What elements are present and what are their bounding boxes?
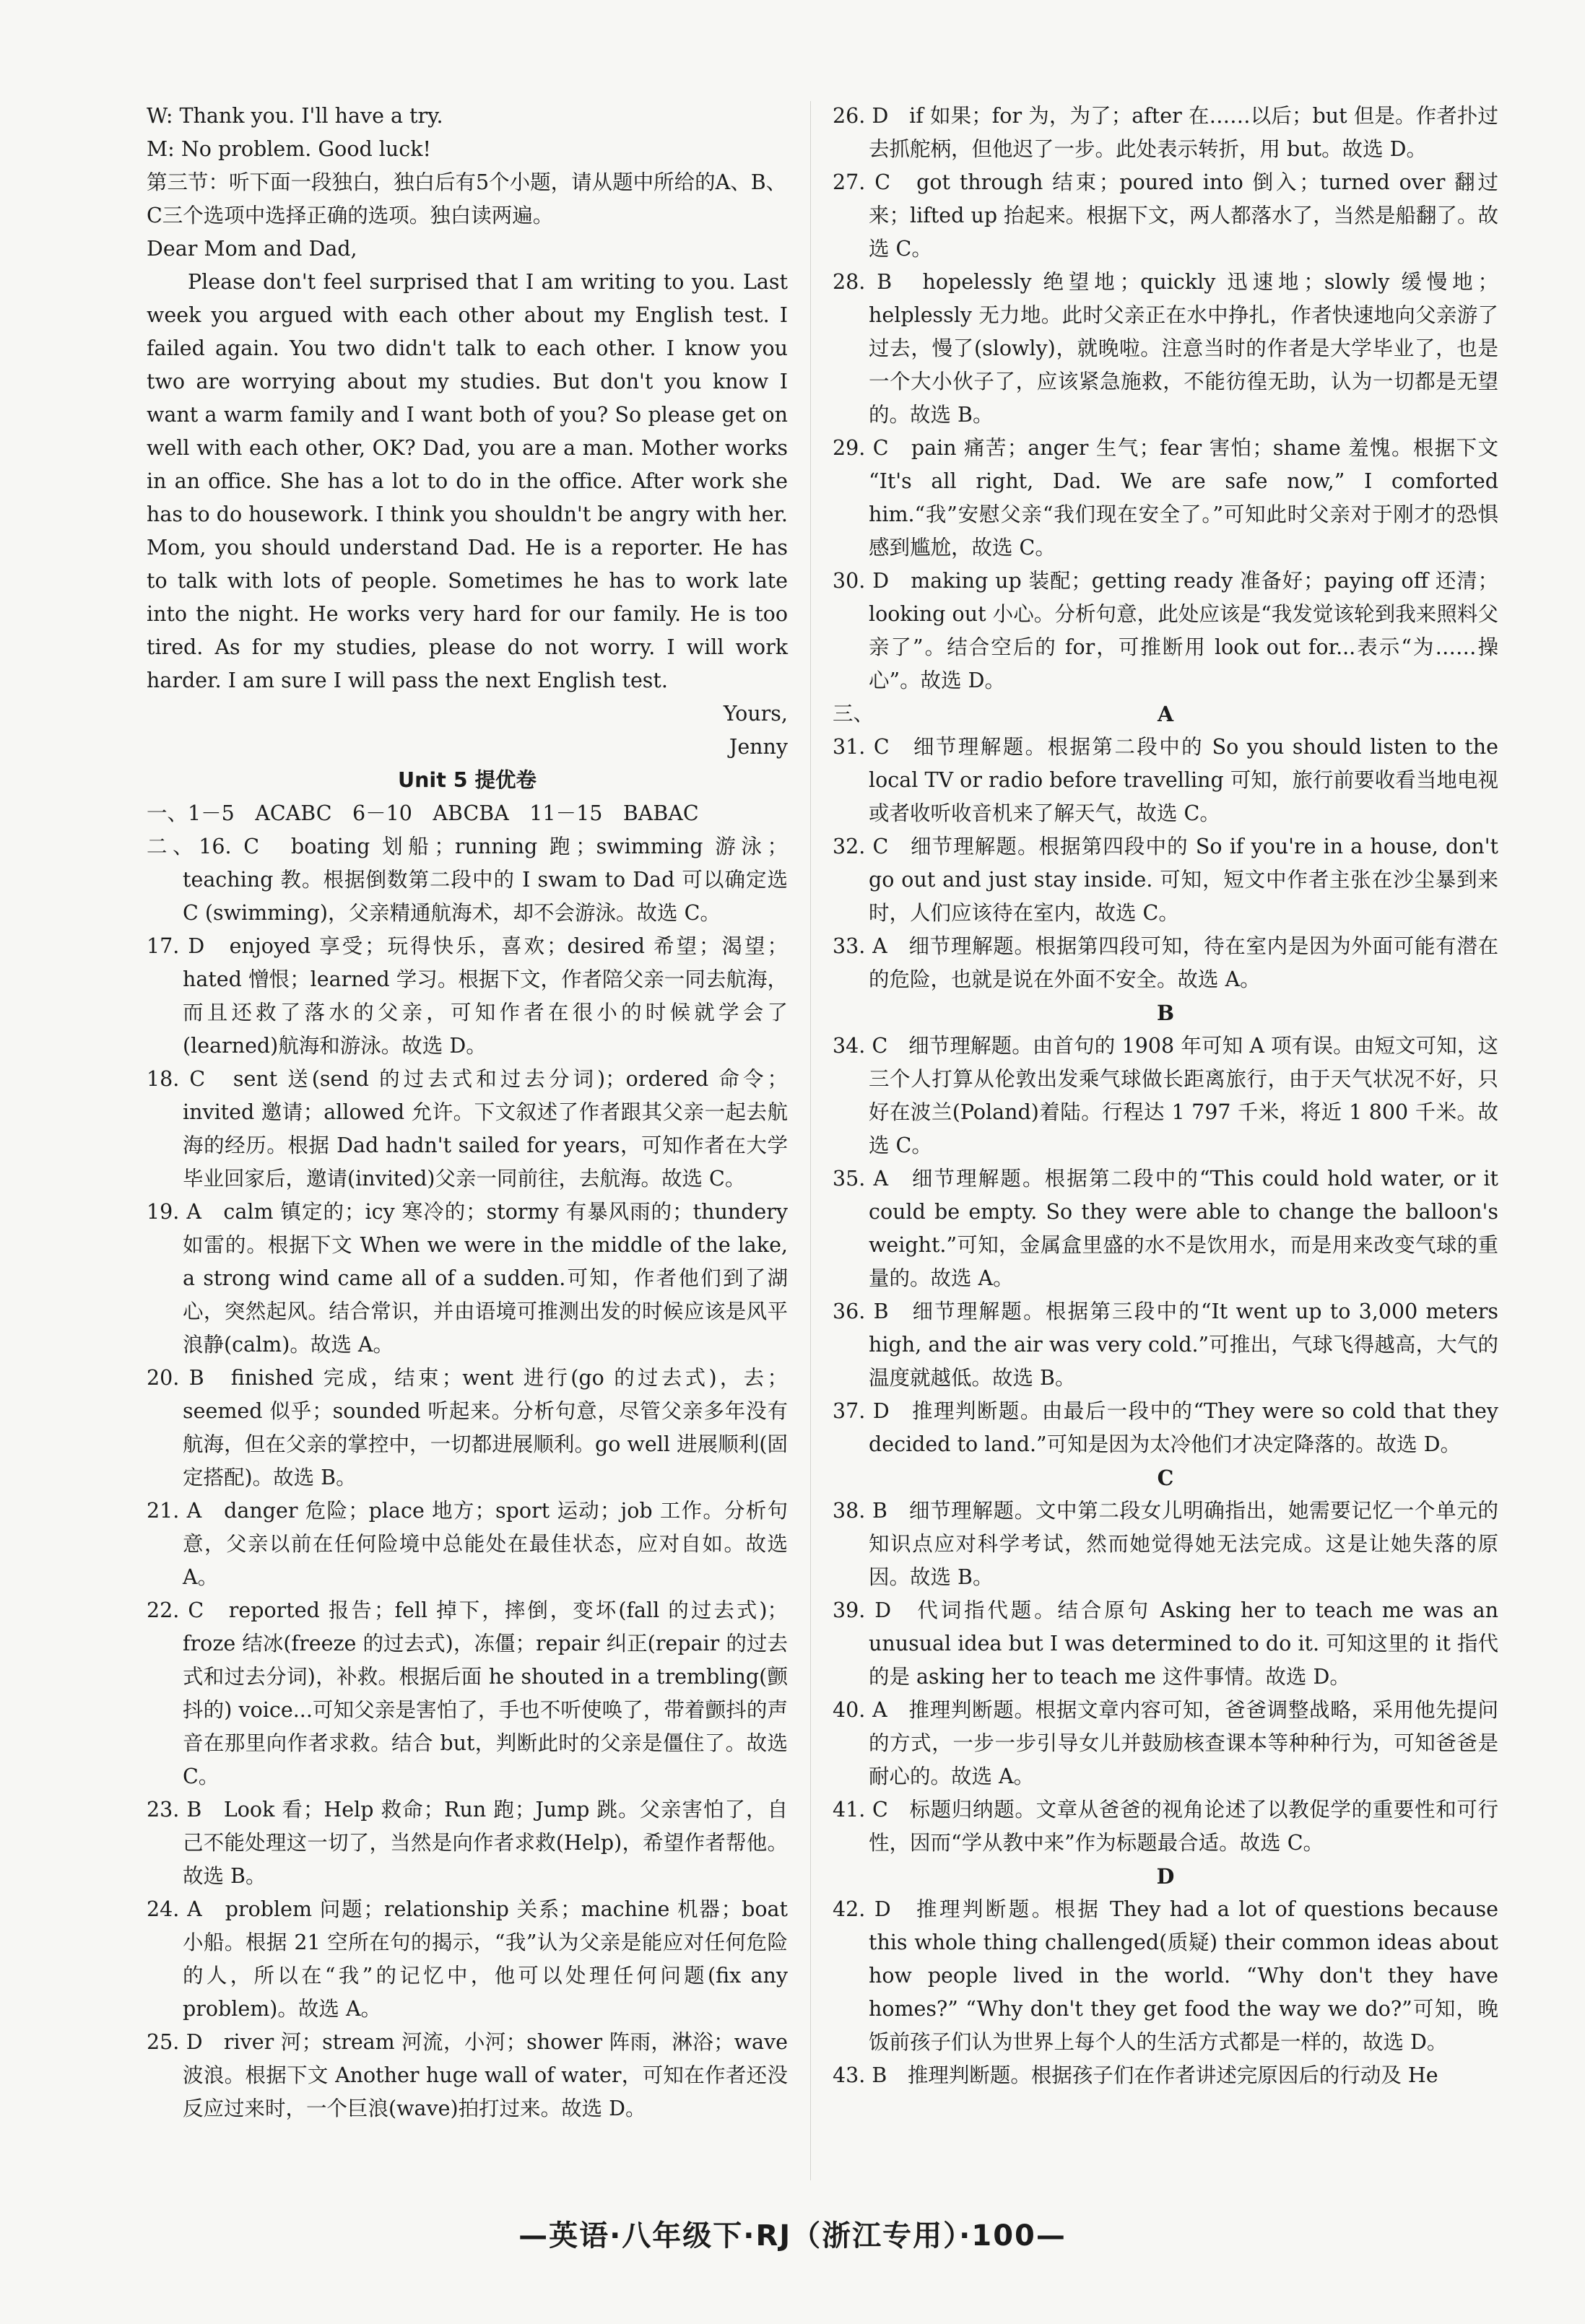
passage-label-a: A: [1157, 702, 1174, 726]
answer-item: 39. D 代词指代题。结合原句 Asking her to teach me was an unusual idea but I was determined to do it. 可知这里的 it 指代的是 asking her to teach me 这件事情。故选 D。: [833, 1598, 1498, 1689]
answer-item: 29. C pain 痛苦；anger 生气；fear 害怕；shame 羞愧。根据下文 “It's all right, Dad. We are safe now,” I comforted him.“我”安慰父亲“我们现在安全了。”可知此时父亲对于刚才的恐惧感到尴尬，故选 C。: [833, 436, 1498, 560]
left-column: [147, 100, 788, 2125]
answer-item: 38. B 细节理解题。文中第二段女儿明确指出，她需要记忆一个单元的知识点应对科学考试，然而她觉得她无法完成。这是让她失落的原因。故选 B。: [833, 1499, 1498, 1589]
letter-salutation: Dear Mom and Dad,: [147, 237, 357, 261]
passage-label-d: D: [1156, 1864, 1175, 1889]
answer-item: 二、16. C boating 划船；running 跑；swimming 游泳；teaching 教。根据倒数第二段中的 I swam to Dad 可以确定选 C (swimming)，父亲精通航海术，却不会游泳。故选 C。: [147, 835, 788, 925]
page-footer: —英语·八年级下·RJ（浙江专用）·100—: [518, 2219, 1067, 2253]
answer-item: 32. C 细节理解题。根据第四段中的 So if you're in a house, don't go out and just stay inside. 可知，短文中作者主张在沙尘暴到来时，人们应该待在室内，故选 C。: [833, 835, 1498, 925]
answer-item: 22. C reported 报告；fell 掉下，摔倒，变坏(fall 的过去式)；froze 结冰(freeze 的过去式)，冻僵；repair 纠正(repair 的过去式和过去分词)，补救。根据后面 he shouted in a trembling(颤抖的) voice...可知父亲是害怕了，手也不听使唤了，带着颤抖的声音在那里向作者求救。结合 but，判断此时的父亲是僵住了。故选 C。: [147, 1598, 788, 1788]
unit-title: Unit 5 提优卷: [398, 768, 537, 792]
passage-label-b: B: [1156, 1001, 1175, 1025]
answer-item: 21. A danger 危险；place 地方；sport 运动；job 工作。分析句意，父亲以前在任何险境中总能处在最佳状态，应对自如。故选 A。: [147, 1499, 788, 1589]
answer-item: 37. D 推理判断题。由最后一段中的“They were so cold that they decided to land.”可知是因为太冷他们才决定降落的。故选 D。: [833, 1399, 1498, 1456]
passage-label-c: C: [1157, 1466, 1174, 1490]
right-column: [833, 100, 1498, 2092]
answer-item: 23. B Look 看；Help 救命；Run 跑；Jump 跳。父亲害怕了，自己不能处理这一切了，当然是向作者求救(Help)，希望作者帮他。故选 B。: [147, 1798, 788, 1888]
answer-item: 17. D enjoyed 享受；玩得快乐，喜欢；desired 希望；渴望；hated 憎恨；learned 学习。根据下文，作者陪父亲一同去航海，而且还救了落水的父亲，可知作者在很小的时候就学会了(learned)航海和游泳。故选 D。: [147, 934, 788, 1058]
dialogue-line: M: No problem. Good luck!: [147, 137, 431, 161]
answer-item: 27. C got through 结束；poured into 倒入；turned over 翻过来；lifted up 抬起来。根据下文，两人都落水了，当然是船翻了。故选 C。: [833, 170, 1498, 261]
letter-signature: Jenny: [729, 735, 788, 759]
answer-item: 24. A problem 问题；relationship 关系；machine 机器；boat 小船。根据 21 空所在句的揭示，“我”认为父亲是能应对任何危险的人，所以在“我”的记忆中，他可以处理任何问题(fix any problem)。故选 A。: [147, 1897, 788, 2021]
letter-body: Please don't feel surprised that I am writing to you. Last week you argued with each other about my English test. I failed again. You two didn't talk to each other. I know you two are worrying about my studies. But don't you know I want a warm family and I want both of you? So please get on well with each other, OK? Dad, you are a man. Mother works in an office. She has a lot to do in the office. After work she has to do housework. I think you shouldn't be angry with her. Mom, you should understand Dad. He is a reporter. He has to talk with lots of people. Sometimes he has to work late into the night. He works very hard for our family. He is too tired. As for my studies, please do not worry. I will work harder. I am sure I will pass the next English test.: [147, 270, 788, 692]
section-intro: 第三节：听下面一段独白，独白后有5个小题，请从题中所给的A、B、C三个选项中选择正确的选项。独白读两遍。: [147, 170, 787, 227]
answer-item: 18. C sent 送(send 的过去式和过去分词)；ordered 命令；invited 邀请；allowed 允许。下文叙述了作者跟其父亲一起去航海的经历。根据 Dad hadn't sailed for years，可知作者在大学毕业回家后，邀请(invited)父亲一同前往，去航海。故选 C。: [147, 1067, 788, 1191]
answer-item: 41. C 标题归纳题。文章从爸爸的视角论述了以教促学的重要性和可行性，因而“学从教中来”作为标题最合适。故选 C。: [833, 1798, 1498, 1855]
answer-item: 20. B finished 完成，结束；went 进行(go 的过去式)，去；seemed 似乎；sounded 听起来。分析句意，尽管父亲多年没有航海，但在父亲的掌控中，一切都进展顺利。go well 进展顺利(固定搭配)。故选 B。: [147, 1366, 788, 1489]
section-label: 三、: [833, 702, 874, 726]
column-divider: [810, 101, 811, 2180]
answer-item: 25. D river 河；stream 河流，小河；shower 阵雨，淋浴；wave 波浪。根据下文 Another huge wall of water，可知在作者还没反应过来时，一个巨浪(wave)拍打过来。故选 D。: [147, 2030, 788, 2120]
answer-item: 40. A 推理判断题。根据文章内容可知，爸爸调整战略，采用他先提问的方式，一步一步引导女儿并鼓励核查课本等种种行为，可知爸爸是耐心的。故选 A。: [833, 1698, 1498, 1788]
letter-closing: Yours,: [723, 702, 788, 726]
answer-item: 28. B hopelessly 绝望地；quickly 迅速地；slowly 缓慢地；helplessly 无力地。此时父亲正在水中挣扎，作者快速地向父亲游了过去，慢了(slowly)，就晚啦。注意当时的作者是大学毕业了，也是一个大小伙子了，应该紧急施救，不能彷徨无助，认为一切都是无望的。故选 B。: [833, 270, 1498, 427]
answer-item: 36. B 细节理解题。根据第三段中的“It went up to 3,000 meters high, and the air was very cold.”可推出，气球飞得越高，大气的温度就越低。故选 B。: [833, 1300, 1498, 1390]
dialogue-line: W: Thank you. I'll have a try.: [147, 104, 443, 128]
answer-item: 31. C 细节理解题。根据第二段中的 So you should listen to the local TV or radio before travelling 可知，旅行前要收看当地电视或者收听收音机来了解天气，故选 C。: [833, 735, 1498, 825]
answer-item: 33. A 细节理解题。根据第四段可知，待在室内是因为外面可能有潜在的危险，也就是说在外面不安全。故选 A。: [833, 934, 1498, 991]
answer-summary: 一、1－5 ACABC 6－10 ABCBA 11－15 BABAC: [147, 801, 699, 825]
answer-item: 26. D if 如果；for 为，为了；after 在……以后；but 但是。作者扑过去抓舵柄，但他迟了一步。此处表示转折，用 but。故选 D。: [833, 104, 1498, 161]
answer-item: 19. A calm 镇定的；icy 寒冷的；stormy 有暴风雨的；thundery 如雷的。根据下文 When we were in the middle of the lake, a strong wind came all of a sudden.可知，作者他们到了湖心，突然起风。结合常识，并由语境可推测出发的时候应该是风平浪静(calm)。故选 A。: [147, 1200, 788, 1357]
answer-item: 34. C 细节理解题。由首句的 1908 年可知 A 项有误。由短文可知，这三个人打算从伦敦出发乘气球做长距离旅行，由于天气状况不好，只好在波兰(Poland)着陆。行程达 1 797 千米，将近 1 800 千米。故选 C。: [833, 1034, 1498, 1157]
answer-item: 35. A 细节理解题。根据第二段中的“This could hold water, or it could be empty. So they were able to change the balloon's weight.”可知，金属盒里盛的水不是饮用水，而是用来改变气球的重量的。故选 A。: [833, 1167, 1498, 1290]
answer-item: 43. B 推理判断题。根据孩子们在作者讲述完原因后的行动及 He: [833, 2063, 1438, 2087]
answer-item: 42. D 推理判断题。根据 They had a lot of questions because this whole thing challenged(质疑) their common ideas about how people lived in the world. “Why don't they have homes?” “Why don't they get food the way we do?”可知，晚饭前孩子们认为世界上每个人的生活方式都是一样的，故选 D。: [833, 1897, 1498, 2054]
answer-item: 30. D making up 装配；getting ready 准备好；paying off 还清；looking out 小心。分析句意，此处应该是“我发觉该轮到我来照料父亲了”。结合空后的 for，可推断用 look out for...表示“为……操心”。故选 D。: [833, 569, 1498, 692]
